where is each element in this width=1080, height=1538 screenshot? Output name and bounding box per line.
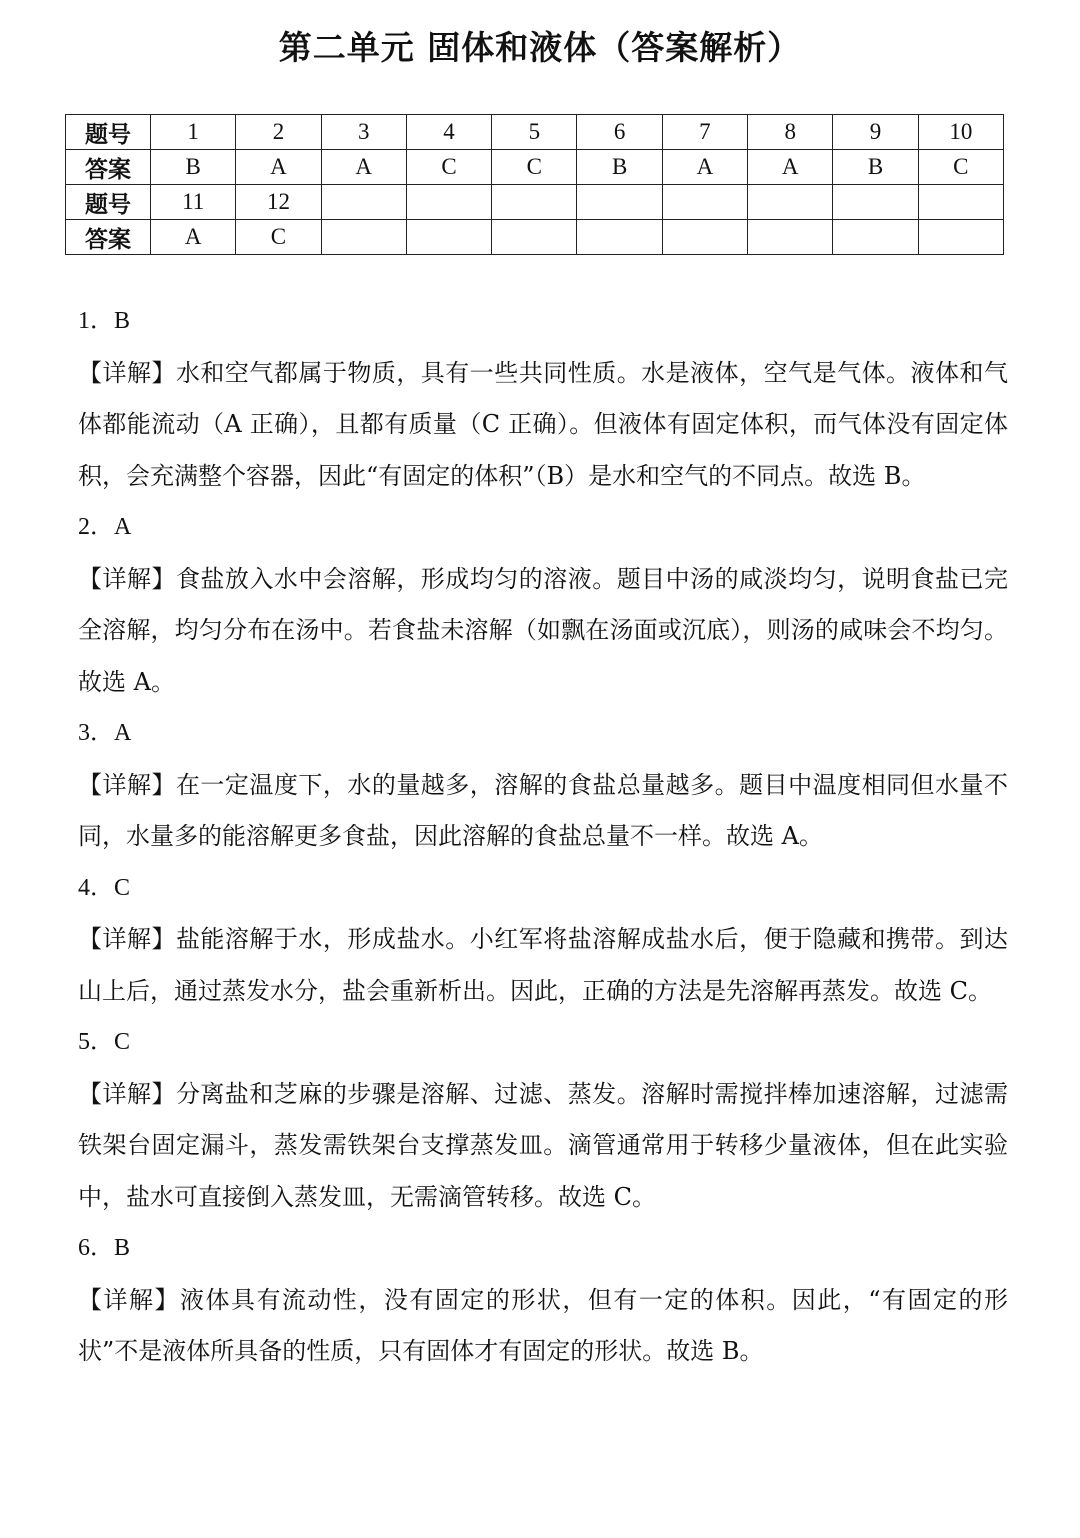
row-header-answer: 答案 — [66, 220, 151, 255]
table-cell: A — [321, 150, 406, 185]
table-cell: 10 — [918, 115, 1003, 150]
table-cell: C — [406, 150, 491, 185]
table-cell: 11 — [151, 185, 236, 220]
table-cell — [321, 220, 406, 255]
table-cell — [833, 220, 918, 255]
table-cell — [321, 185, 406, 220]
table-cell: C — [236, 220, 321, 255]
table-cell: 9 — [833, 115, 918, 150]
explanation-text: 【详解】食盐放入水中会溶解，形成均匀的溶液。题目中汤的咸淡均匀，说明食盐已完全溶解，均匀分布在汤中。若食盐未溶解（如飘在汤面或沉底），则汤的咸味会不均匀。故选 A。 — [78, 564, 1008, 696]
table-cell: A — [151, 220, 236, 255]
table-cell: A — [662, 150, 747, 185]
table-cell: 5 — [492, 115, 577, 150]
question-heading: 3．A — [78, 720, 132, 746]
explanation-text: 【详解】液体具有流动性，没有固定的形状，但有一定的体积。因此，“有固定的形状”不是液体所具备的性质，只有固体才有固定的形状。故选 B。 — [78, 1285, 1008, 1365]
explanations-section — [78, 296, 1008, 1378]
table-cell: 3 — [321, 115, 406, 150]
table-cell — [918, 220, 1003, 255]
table-cell — [833, 185, 918, 220]
table-cell: B — [151, 150, 236, 185]
table-cell — [577, 220, 662, 255]
question-heading: 6．B — [78, 1235, 131, 1261]
table-cell — [748, 185, 833, 220]
table-cell — [662, 185, 747, 220]
table-cell — [918, 185, 1003, 220]
table-cell: 12 — [236, 185, 321, 220]
explanation-text: 【详解】水和空气都属于物质，具有一些共同性质。水是液体，空气是气体。液体和气体都能流动（A 正确），且都有质量（C 正确）。但液体有固定体积，而气体没有固定体积，会充满整个容器，因此“有固定的体积”（B）是水和空气的不同点。故选 B。 — [78, 358, 1008, 490]
page-title: 第二单元 固体和液体（答案解析） — [278, 28, 802, 67]
table-cell — [406, 220, 491, 255]
row-header-question-number: 题号 — [66, 115, 151, 150]
table-row — [66, 150, 1004, 185]
table-row — [66, 185, 1004, 220]
table-cell: 6 — [577, 115, 662, 150]
table-cell — [406, 185, 491, 220]
table-cell — [492, 185, 577, 220]
table-cell — [662, 220, 747, 255]
table-row — [66, 220, 1004, 255]
table-row — [66, 115, 1004, 150]
question-heading: 2．A — [78, 514, 132, 540]
explanation-text: 【详解】在一定温度下，水的量越多，溶解的食盐总量越多。题目中温度相同但水量不同，水量多的能溶解更多食盐，因此溶解的食盐总量不一样。故选 A。 — [78, 770, 1008, 850]
table-cell: A — [748, 150, 833, 185]
table-cell: 2 — [236, 115, 321, 150]
table-cell: C — [918, 150, 1003, 185]
table-cell: 1 — [151, 115, 236, 150]
table-cell: B — [577, 150, 662, 185]
explanation-text: 【详解】分离盐和芝麻的步骤是溶解、过滤、蒸发。溶解时需搅拌棒加速溶解，过滤需铁架台固定漏斗，蒸发需铁架台支撑蒸发皿。滴管通常用于转移少量液体，但在此实验中，盐水可直接倒入蒸发皿，无需滴管转移。故选 C。 — [78, 1079, 1008, 1211]
row-header-answer: 答案 — [66, 150, 151, 185]
table-cell: 8 — [748, 115, 833, 150]
question-heading: 4．C — [78, 874, 131, 901]
table-cell: 7 — [662, 115, 747, 150]
table-cell — [577, 185, 662, 220]
explanation-text: 【详解】盐能溶解于水，形成盐水。小红军将盐溶解成盐水后，便于隐藏和携带。到达山上后，通过蒸发水分，盐会重新析出。因此，正确的方法是先溶解再蒸发。故选 C。 — [78, 925, 1008, 1005]
table-cell: 4 — [406, 115, 491, 150]
answer-table — [65, 114, 1004, 255]
table-cell: A — [236, 150, 321, 185]
table-cell: B — [833, 150, 918, 185]
question-heading: 1．B — [78, 308, 131, 334]
table-cell: C — [492, 150, 577, 185]
row-header-question-number: 题号 — [66, 185, 151, 220]
table-cell — [492, 220, 577, 255]
question-heading: 5．C — [78, 1029, 131, 1055]
table-cell — [748, 220, 833, 255]
